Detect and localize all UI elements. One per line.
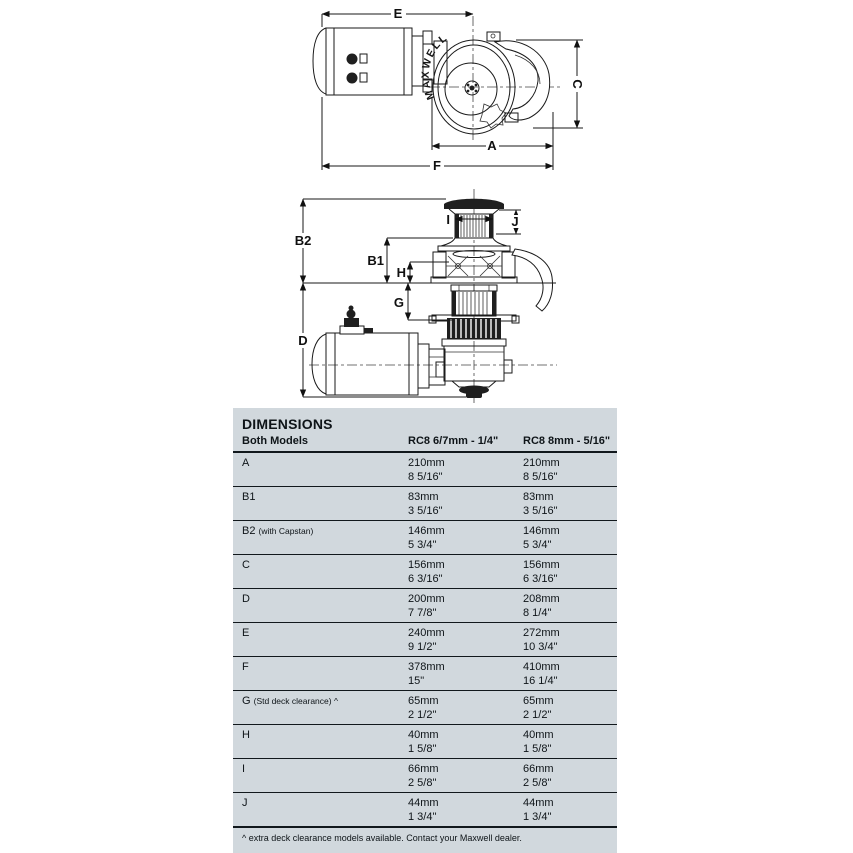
value-mm: 378mm [408, 661, 445, 673]
table-row [233, 623, 617, 657]
dimension-h [397, 262, 449, 283]
value-in: 2 5/8" [523, 777, 552, 789]
value-in: 2 1/2" [408, 709, 437, 721]
value-mm: 65mm [523, 695, 554, 707]
mounting-lug [487, 32, 500, 41]
value-mm: 200mm [408, 593, 445, 605]
dim-label-a: A [487, 138, 497, 153]
value-mm: 66mm [408, 763, 439, 775]
value-mm: 210mm [523, 457, 560, 469]
row-label: B1 [242, 491, 256, 503]
table-row [233, 793, 617, 828]
table-row [233, 487, 617, 521]
dim-label-h: H [396, 265, 406, 280]
dimension-d [295, 283, 466, 397]
solenoid [344, 318, 359, 327]
value-in: 6 3/16" [523, 573, 558, 585]
value-mm: 65mm [408, 695, 439, 707]
table-row [233, 555, 617, 589]
value-mm: 208mm [523, 593, 560, 605]
dim-label-c: C [570, 79, 585, 89]
terminal-stud [347, 54, 358, 65]
value-in: 15" [408, 675, 425, 687]
row-label: G [242, 695, 251, 707]
column-header: RC8 6/7mm - 1/4" [408, 435, 499, 447]
row-label: E [242, 627, 250, 639]
motor-top-view [313, 28, 412, 95]
value-in: 1 5/8" [523, 743, 552, 755]
dim-label-g: G [393, 295, 404, 310]
value-in: 10 3/4" [523, 641, 558, 653]
value-in: 8 5/16" [408, 471, 443, 483]
value-in: 8 1/4" [523, 607, 552, 619]
value-mm: 83mm [523, 491, 554, 503]
value-in: 3 5/16" [523, 505, 558, 517]
value-in: 1 5/8" [408, 743, 437, 755]
value-mm: 44mm [523, 797, 554, 809]
value-mm: 240mm [408, 627, 445, 639]
value-mm: 40mm [408, 729, 439, 741]
dimension-b2 [291, 199, 446, 283]
motor-profile [312, 306, 445, 396]
row-label: H [242, 729, 250, 741]
value-mm: 40mm [523, 729, 554, 741]
dim-label-e: E [393, 6, 403, 21]
table-row [233, 521, 617, 555]
row-label: D [242, 593, 250, 605]
row-label: I [242, 763, 246, 775]
value-mm: 66mm [523, 763, 554, 775]
value-in: 5 3/4" [523, 539, 552, 551]
stripper-arm-profile [512, 249, 553, 311]
clutch-detail [480, 104, 506, 128]
table-title: DIMENSIONS [242, 416, 333, 432]
table-row [233, 453, 617, 487]
table-row [233, 759, 617, 793]
value-mm: 210mm [408, 457, 445, 469]
row-label: C [242, 559, 250, 571]
dim-label-f: F [433, 158, 441, 173]
value-in: 3 5/16" [408, 505, 443, 517]
row-label: J [242, 797, 248, 809]
table-header-row [233, 435, 617, 453]
value-mm: 146mm [408, 525, 445, 537]
value-mm: 272mm [523, 627, 560, 639]
value-mm: 156mm [523, 559, 560, 571]
value-in: 1 3/4" [523, 811, 552, 823]
value-mm: 146mm [523, 525, 560, 537]
value-in: 9 1/2" [408, 641, 437, 653]
row-label: B2 [242, 525, 256, 537]
stripper-arm-top-view [495, 41, 550, 122]
dim-label-b1: B1 [367, 253, 384, 268]
value-in: 5 3/4" [408, 539, 437, 551]
value-in: 2 5/8" [408, 777, 437, 789]
value-mm: 410mm [523, 661, 560, 673]
value-mm: 156mm [408, 559, 445, 571]
dimension-e [322, 6, 473, 27]
table-footnote: ^ extra deck clearance models available. Contact your Maxwell dealer. [242, 833, 522, 843]
dim-label-i: I [446, 212, 450, 227]
profile-view-drawing [291, 189, 557, 403]
terminal-stud [347, 73, 358, 84]
table-row [233, 589, 617, 623]
dim-label-b2: B2 [294, 233, 312, 248]
table-row [233, 691, 617, 725]
value-mm: 44mm [408, 797, 439, 809]
row-note: (Std deck clearance) ^ [253, 696, 338, 706]
table-row [233, 725, 617, 759]
value-mm: 83mm [408, 491, 439, 503]
table-row [233, 657, 617, 691]
dimensions-table [233, 408, 617, 853]
value-in: 8 5/16" [523, 471, 558, 483]
top-view-drawing [313, 6, 585, 173]
row-note: (with Capstan) [258, 526, 314, 536]
value-in: 1 3/4" [408, 811, 437, 823]
value-in: 2 1/2" [523, 709, 552, 721]
value-in: 16 1/4" [523, 675, 558, 687]
dimension-g [394, 283, 452, 320]
dimension-j [496, 210, 522, 234]
row-label: F [242, 661, 249, 673]
solenoid-base [340, 326, 364, 334]
dim-label-d: D [298, 333, 308, 348]
value-in: 6 3/16" [408, 573, 443, 585]
technical-drawings [0, 0, 853, 408]
dim-label-j: J [511, 214, 519, 229]
row-label: A [242, 457, 250, 469]
column-header: RC8 8mm - 5/16" [523, 435, 611, 447]
brand-logo-text: MAXWELL [419, 31, 451, 102]
drive-gear [447, 318, 501, 339]
value-in: 7 7/8" [408, 607, 437, 619]
column-header: Both Models [242, 435, 308, 447]
